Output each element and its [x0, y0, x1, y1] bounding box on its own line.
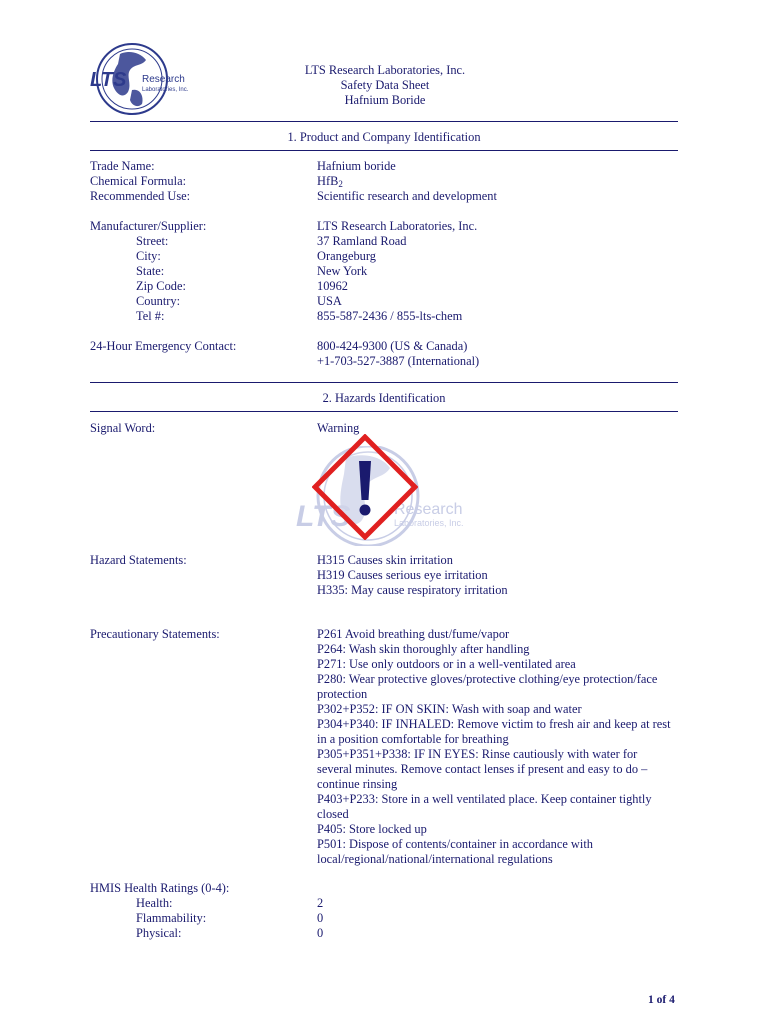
formula-label: Chemical Formula:	[90, 174, 187, 188]
svg-text:Research: Research	[394, 501, 463, 518]
precaution-line: continue rinsing	[317, 777, 398, 791]
formula-value	[317, 174, 687, 189]
flammability-value: 0	[317, 911, 324, 925]
page-number: 1 of 4	[648, 994, 675, 1006]
formula-subscript: 2	[338, 179, 343, 189]
document-header	[200, 63, 570, 108]
signal-word-value: Warning	[317, 421, 360, 435]
state-value: New York	[317, 264, 368, 278]
precaution-line: P280: Wear protective gloves/protective clothing/eye protection/face	[317, 672, 658, 686]
health-value: 2	[317, 896, 324, 910]
precaution-line: P264: Wash skin thoroughly after handling	[317, 642, 530, 656]
zip-value: 10962	[317, 279, 348, 293]
street-value: 37 Ramland Road	[317, 234, 407, 248]
section-rule	[90, 382, 678, 383]
manufacturer-label: Manufacturer/Supplier:	[90, 219, 207, 233]
section-2-title: 2. Hazards Identification	[322, 391, 446, 405]
physical-label: Physical:	[136, 926, 182, 940]
city-value: Orangeburg	[317, 249, 376, 263]
precaution-line: P405: Store locked up	[317, 822, 427, 836]
section-rule	[90, 150, 678, 151]
precaution-line: P261 Avoid breathing dust/fume/vapor	[317, 627, 510, 641]
hazard-statement: H319 Causes serious eye irritation	[317, 568, 488, 582]
precaution-line: closed	[317, 807, 349, 821]
precaution-line: P304+P340: IF INHALED: Remove victim to fresh air and keep at rest	[317, 717, 671, 731]
precaution-line: P501: Dispose of contents/container in accordance with	[317, 837, 593, 851]
section-1-title: 1. Product and Company Identification	[287, 130, 481, 144]
hazard-statement: H315 Causes skin irritation	[317, 553, 453, 567]
trade-name-value: Hafnium boride	[317, 159, 396, 173]
precaution-line: P271: Use only outdoors or in a well-ventilated area	[317, 657, 576, 671]
section-rule	[90, 121, 678, 122]
svg-text:LTS: LTS	[296, 500, 351, 533]
precaution-line: in a position comfortable for breathing	[317, 732, 509, 746]
lts-logo-icon	[84, 40, 204, 118]
company-name: LTS Research Laboratories, Inc.	[304, 63, 466, 77]
svg-text:Laboratories, Inc.: Laboratories, Inc.	[394, 518, 464, 528]
city-label: City:	[136, 249, 161, 263]
manufacturer-value: LTS Research Laboratories, Inc.	[317, 219, 478, 233]
flammability-label: Flammability:	[136, 911, 207, 925]
product-name: Hafnium Boride	[344, 93, 426, 107]
precaution-line: local/regional/national/international regulations	[317, 852, 553, 866]
svg-text:Laboratories, Inc.: Laboratories, Inc.	[142, 87, 189, 93]
precaution-line: P302+P352: IF ON SKIN: Wash with soap and water	[317, 702, 582, 716]
svg-text:LTS: LTS	[90, 69, 127, 91]
signal-word-label: Signal Word:	[90, 421, 156, 435]
emergency-us: 800-424-9300 (US & Canada)	[317, 339, 468, 353]
country-label: Country:	[136, 294, 181, 308]
precaution-line: P403+P233: Store in a well ventilated place. Keep container tightly	[317, 792, 652, 806]
tel-value: 855-587-2436 / 855-lts-chem	[317, 309, 463, 323]
street-label: Street:	[136, 234, 169, 248]
emergency-label: 24-Hour Emergency Contact:	[90, 339, 237, 353]
precautionary-statements-label: Precautionary Statements:	[90, 627, 220, 641]
exclamation-mark-pictogram-icon	[312, 434, 418, 540]
emergency-intl: +1-703-527-3887 (International)	[317, 354, 480, 368]
precaution-line: protection	[317, 687, 368, 701]
precaution-line: P305+P351+P338: IF IN EYES: Rinse cautiously with water for	[317, 747, 638, 761]
country-value: USA	[317, 294, 342, 308]
svg-text:Research: Research	[142, 74, 185, 85]
zip-label: Zip Code:	[136, 279, 186, 293]
formula-base: HfB	[317, 174, 339, 188]
tel-label: Tel #:	[136, 309, 165, 323]
use-label: Recommended Use:	[90, 189, 191, 203]
use-value: Scientific research and development	[317, 189, 497, 203]
precaution-line: several minutes. Remove contact lenses if present and easy to do –	[317, 762, 648, 776]
trade-name-label: Trade Name:	[90, 159, 155, 173]
health-label: Health:	[136, 896, 173, 910]
hazard-statement: H335: May cause respiratory irritation	[317, 583, 508, 597]
hazard-statements-label: Hazard Statements:	[90, 553, 187, 567]
document-type: Safety Data Sheet	[340, 78, 430, 92]
hmis-label: HMIS Health Ratings (0-4):	[90, 881, 230, 895]
section-rule	[90, 411, 678, 412]
state-label: State:	[136, 264, 165, 278]
physical-value: 0	[317, 926, 324, 940]
